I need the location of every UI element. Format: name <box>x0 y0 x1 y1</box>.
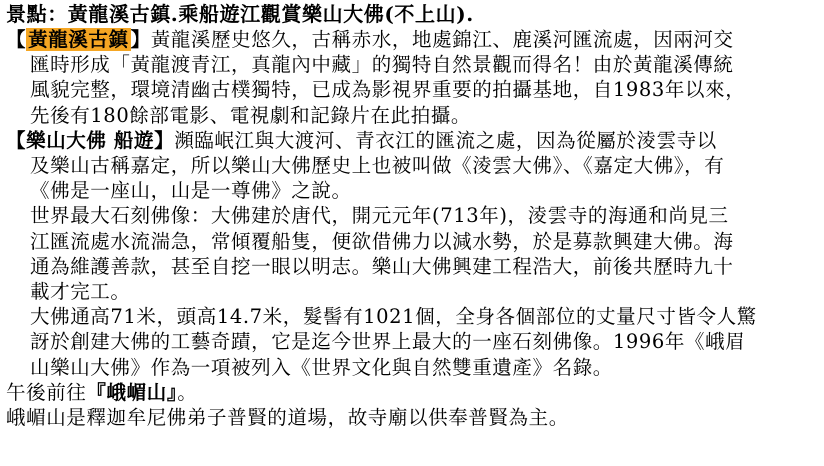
emei-close-bracket: 』 <box>166 380 178 404</box>
huanglongxi-text-3: 風貌完整，環境清幽古樸獨特，已成為影視界重要的拍攝基地，自1983年以來， <box>30 78 746 102</box>
tag-bracket-close: 】 <box>130 28 151 51</box>
leshan-text-2: 及樂山古稱嘉定，所以樂山大佛歷史上也被叫做《淩雲大佛》、《嘉定大佛》，有 <box>30 154 725 178</box>
section-tag-huanglongxi <box>6 28 151 51</box>
leshan-text-8: 大佛通高71米，頭高14.7米，髮髻有1021個，全身各個部位的丈量尺寸皆令人驚 <box>30 305 757 329</box>
huanglongxi-text-1: 黃龍溪歷史悠久，古稱赤水，地處錦江、鹿溪河匯流處，因兩河交 <box>150 28 734 51</box>
leshan-text-5: 江匯流處水流湍急，常傾覆船隻，便欲借佛力以減水勢，於是募款興建大佛。海 <box>30 229 734 253</box>
afternoon-suffix: 。 <box>177 380 198 404</box>
section-leshan-first-line <box>6 128 818 153</box>
tag-bracket-open: 【 <box>6 28 27 51</box>
leshan-text-3: 《佛是一座山，山是一尊佛》之說。 <box>30 179 352 203</box>
section-tag-leshan: 【樂山大佛 船遊】 <box>6 128 175 152</box>
huanglongxi-text-4: 先後有180餘部電影、電視劇和記錄片在此拍攝。 <box>30 103 472 127</box>
tag-label-huanglongxi: 黃龍溪古鎮 <box>28 28 129 51</box>
huanglongxi-text-2: 匯時形成「黃龍渡青江，真龍內中藏」的獨特自然景觀而得名！由於黃龍溪傳統 <box>30 53 734 77</box>
leshan-text-1: 瀕臨岷江與大渡河、青衣江的匯流之處，因為從屬於淩雲寺以 <box>174 128 717 152</box>
emei-open-bracket: 『 <box>86 380 107 404</box>
leshan-text-6: 通為維護善款，甚至自挖一眼以明志。樂山大佛興建工程浩大，前後共歷時九十 <box>30 254 734 278</box>
section-huanglongxi-first-line <box>6 27 818 52</box>
leshan-text-10: 山樂山大佛》作為一項被列入《世界文化與自然雙重遺產》名錄。 <box>30 355 613 379</box>
leshan-text-7: 載才完工。 <box>30 280 131 304</box>
leshan-text-9: 訝於創建大佛的工藝奇蹟，它是迄今世界上最大的一座石刻佛像。1996年《峨眉 <box>30 330 746 354</box>
closing-text: 峨嵋山是釋迦牟尼佛弟子普賢的道場，故寺廟以供奉普賢為主。 <box>6 406 569 430</box>
leshan-text-4: 世界最大石刻佛像：大佛建於唐代，開元元年(713年)，淩雲寺的海通和尚見三 <box>30 204 729 228</box>
emei-destination: 峨嵋山 <box>106 380 167 404</box>
afternoon-prefix: 午後前往 <box>6 380 87 404</box>
afternoon-line <box>6 380 818 405</box>
page-title: 景點：黃龍溪古鎮.乘船遊江觀賞樂山大佛(不上山). <box>6 2 474 26</box>
